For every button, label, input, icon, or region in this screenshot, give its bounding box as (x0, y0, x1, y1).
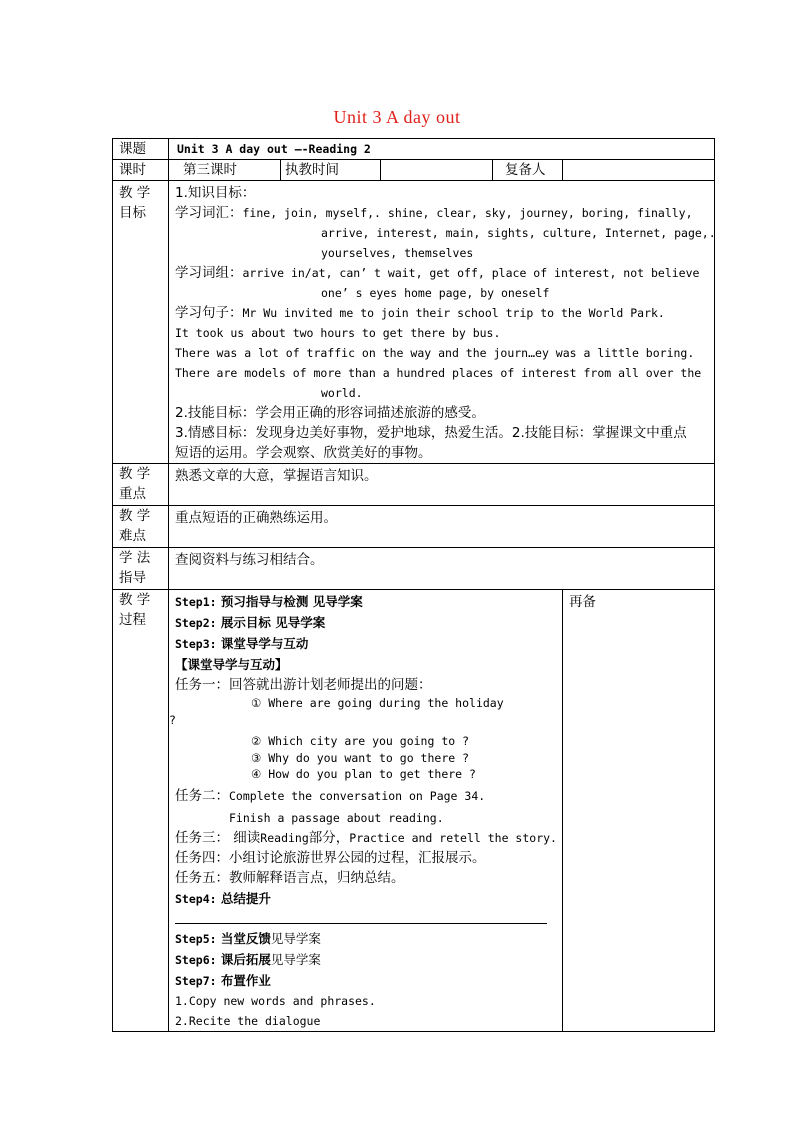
task-two: Complete the conversation on Page 34. (229, 789, 486, 803)
step-label: Step5: (175, 932, 217, 946)
step-title: 当堂反馈 (220, 931, 271, 946)
vocab-label: 学习词汇： (175, 205, 243, 221)
step-tail: 见导学案 (270, 952, 321, 967)
step-title: 课堂导学与互动 (220, 636, 309, 651)
document-title: Unit 3 A day out (333, 107, 461, 127)
method-row (113, 548, 715, 590)
skill-goal: 2.技能目标：学会用正确的形容词描述旅游的感受。 (175, 405, 485, 421)
step-label: Step6: (175, 953, 217, 967)
task-four: 任务四：小组讨论旅游世界公园的过程，汇报展示。 (175, 850, 486, 866)
question-1-tail: ? (169, 713, 176, 727)
task-two-label: 任务二： (175, 788, 229, 804)
step-title: 布置作业 (220, 973, 271, 988)
prep-label: 复备人 (493, 160, 563, 181)
difficulties-value: 重点短语的正确熟练运用。 (175, 510, 337, 526)
side-note-label: 再备 (569, 594, 596, 610)
step-title: 展示目标 见导学案 (220, 615, 326, 630)
topic-row (113, 139, 715, 160)
task-three-label: 任务三： (175, 830, 229, 846)
step-title: 课后拓展 (220, 952, 271, 967)
prep-value (563, 160, 715, 181)
method-label-1: 学 法 (119, 550, 151, 566)
task-three-d: Practice and retell the story. (349, 831, 557, 845)
sentence-line: There are models of more than a hundred places of interest from all over the (175, 366, 702, 380)
homework-1: 1.Copy new words and phrases. (175, 994, 376, 1008)
task-three-a: 细读 (229, 830, 261, 846)
lesson-plan-table (112, 138, 715, 1032)
question-3: ③ Why do you want to go there ? (251, 751, 470, 765)
step-label: Step3: (175, 637, 217, 651)
step-label: Step4: (175, 892, 217, 906)
divider-line (175, 923, 547, 924)
time-label: 执教时间 (281, 160, 381, 181)
step-label: Step2: (175, 616, 217, 630)
vocab-line: yourselves, themselves (321, 246, 474, 260)
step-title: 总结提升 (220, 891, 271, 906)
sentence-label: 学习句子： (175, 305, 243, 321)
task-five: 任务五：教师解释语言点，归纳总结。 (175, 870, 405, 886)
section-heading: 【课堂导学与互动】 (175, 657, 288, 672)
period-row (113, 160, 715, 181)
difficulties-label-1: 教 学 (119, 508, 151, 524)
goals-label-1: 教 学 (119, 185, 151, 201)
key-points-value: 熟悉文章的大意，掌握语言知识。 (175, 468, 378, 484)
goals-label-2: 目标 (119, 205, 146, 221)
task-three-b: Reading (260, 831, 309, 845)
sentence-line: Mr Wu invited me to join their school trip to the World Park. (242, 306, 665, 320)
phrase-line: one’ s eyes home page, by oneself (321, 286, 550, 300)
key-points-label-1: 教 学 (119, 466, 151, 482)
goals-row (113, 181, 715, 464)
vocab-line: fine, join, myself,. shine, clear, sky, journey, boring, finally, (242, 206, 693, 220)
knowledge-heading: 1.知识目标： (175, 185, 256, 201)
sentence-line: There was a lot of traffic on the way and the journ…ey was a little boring. (175, 346, 695, 360)
task-one: 任务一：回答就出游计划老师提出的问题： (175, 677, 432, 693)
sentence-line: It took us about two hours to get there by bus. (175, 326, 501, 340)
sentence-line: world. (321, 386, 363, 400)
question-2: ② Which city are you going to ? (251, 734, 470, 748)
difficulties-row (113, 506, 715, 548)
emotion-goal-cont: 短语的运用。学会观察、欣赏美好的事物。 (175, 445, 432, 461)
period-value: 第三课时 (169, 160, 281, 181)
homework-2: 2.Recite the dialogue (175, 1014, 321, 1028)
process-label-2: 过程 (119, 612, 146, 628)
emotion-goal: 3.情感目标：发现身边美好事物，爱护地球，热爱生活。2.技能目标：掌握课文中重点 (175, 425, 687, 441)
vocab-line: arrive, interest, main, sights, culture, Internet, page,. (321, 226, 716, 240)
phrase-label: 学习词组： (175, 265, 243, 281)
question-1: ① Where are going during the holiday (251, 696, 504, 710)
key-points-label-2: 重点 (119, 486, 146, 502)
topic-value: Unit 3 A day out —-Reading 2 (177, 142, 371, 156)
topic-label: 课题 (113, 139, 169, 160)
time-value (381, 160, 493, 181)
process-row (113, 590, 715, 1032)
method-label-2: 指导 (119, 570, 146, 586)
process-label-1: 教 学 (119, 592, 151, 608)
difficulties-label-2: 难点 (119, 528, 146, 544)
question-4: ④ How do you plan to get there ? (251, 767, 476, 781)
step-label: Step1: (175, 595, 217, 609)
step-tail: 见导学案 (270, 931, 321, 946)
key-points-row (113, 464, 715, 506)
task-three-c: 部分， (308, 830, 350, 846)
step-title: 预习指导与检测 见导学案 (220, 594, 363, 609)
step-label: Step7: (175, 974, 217, 988)
phrase-line: arrive in/at, can’ t wait, get off, place of interest, not believe (242, 266, 700, 280)
period-label: 课时 (113, 160, 169, 181)
task-two-cont: Finish a passage about reading. (229, 811, 444, 825)
method-value: 查阅资料与练习相结合。 (175, 552, 324, 568)
